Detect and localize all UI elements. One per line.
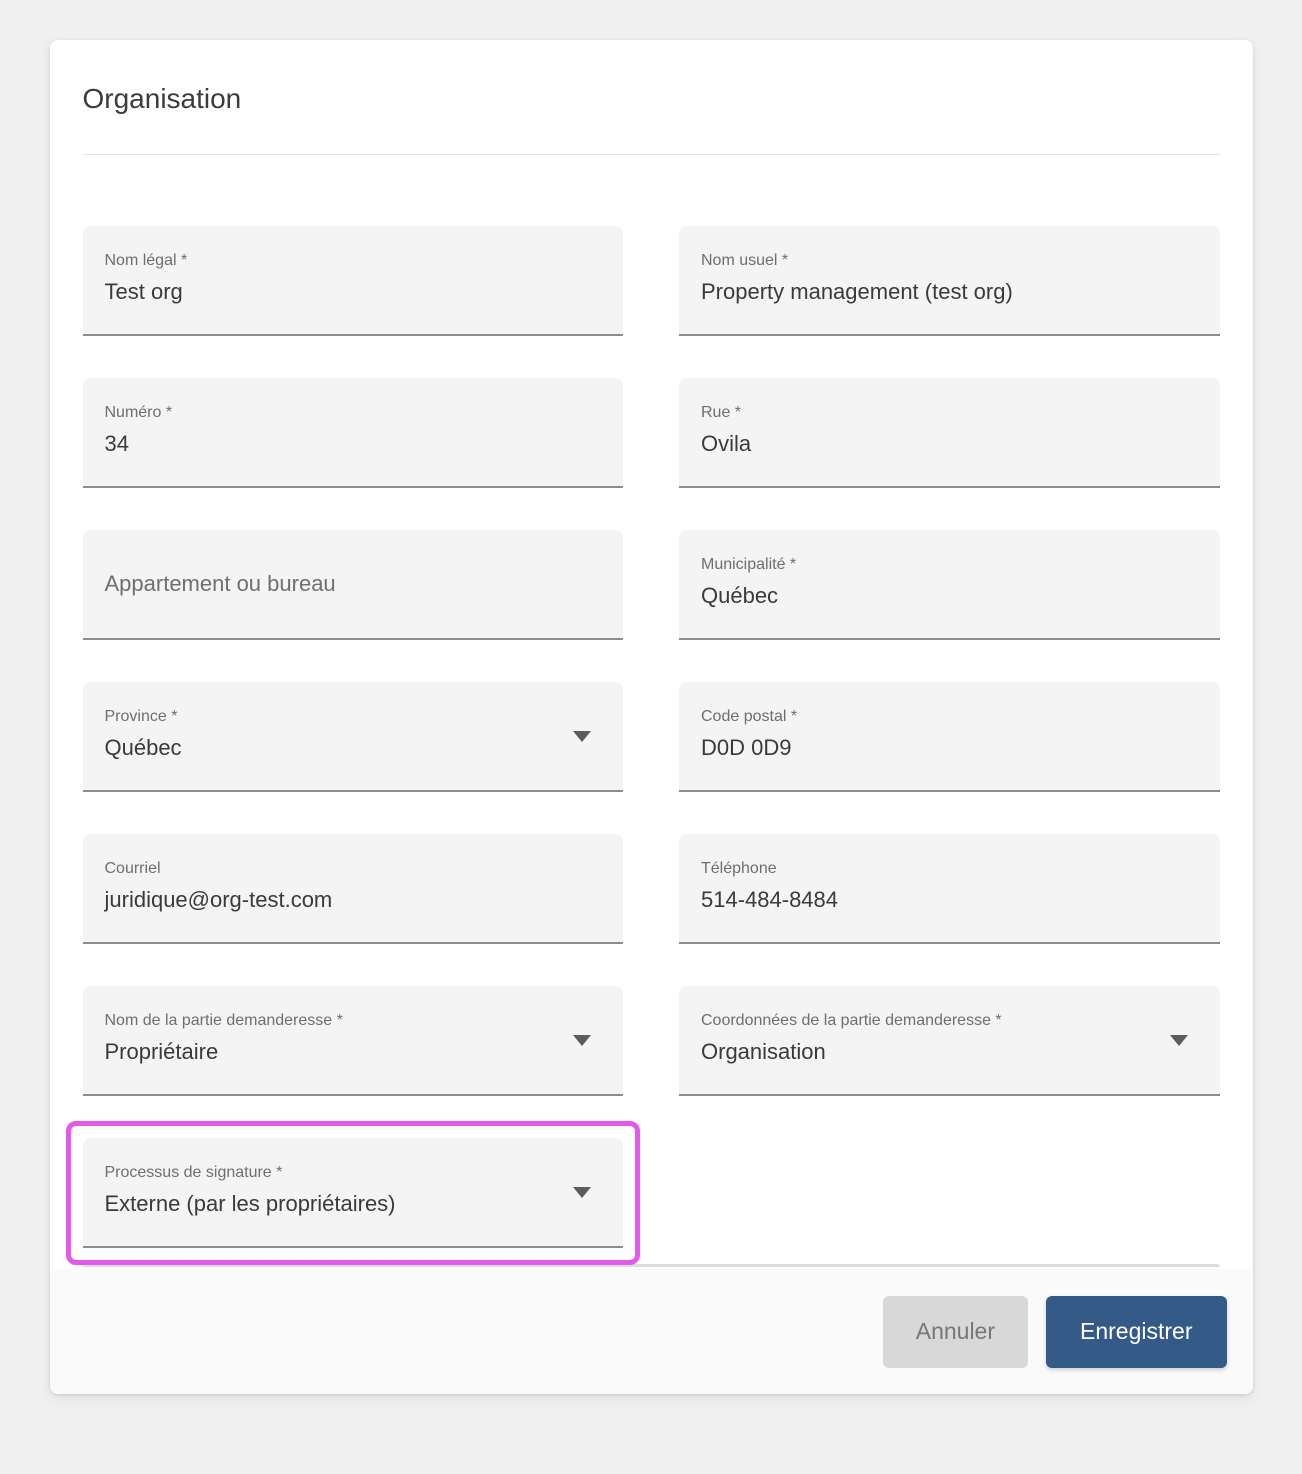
field-label: Téléphone (701, 860, 777, 877)
cancel-button[interactable]: Annuler (883, 1296, 1028, 1368)
save-button[interactable]: Enregistrer (1046, 1296, 1226, 1368)
field-value: Québec (104, 735, 182, 760)
field-label: Municipalité * (701, 556, 797, 573)
field-numero[interactable] (83, 378, 624, 488)
field-label: Numéro * (104, 404, 173, 421)
field-label: Nom de la partie demanderesse * (104, 1012, 343, 1029)
field-value: 34 (104, 431, 129, 456)
organisation-card (50, 40, 1253, 1394)
field-coordonnees-partie-demanderesse[interactable] (679, 986, 1220, 1096)
title-divider (83, 154, 1220, 155)
field-label: Courriel (104, 860, 161, 877)
field-code-postal[interactable] (679, 682, 1220, 792)
field-nom-partie-demanderesse[interactable] (83, 986, 624, 1096)
field-placeholder: Appartement ou bureau (104, 571, 336, 596)
field-value: juridique@org-test.com (104, 887, 333, 912)
field-municipalite[interactable] (679, 530, 1220, 640)
highlight-box (66, 1121, 641, 1265)
page-title: Organisation (82, 83, 242, 114)
field-label: Nom usuel * (701, 252, 789, 269)
field-processus-signature[interactable] (83, 1138, 624, 1248)
field-label: Province * (104, 708, 178, 725)
field-label: Coordonnées de la partie demanderesse * (701, 1012, 1002, 1029)
field-province[interactable] (83, 682, 624, 792)
field-value: Externe (par les propriétaires) (104, 1191, 396, 1216)
field-value: Property management (test org) (701, 279, 1013, 304)
field-nom-usuel[interactable] (679, 226, 1220, 336)
chevron-down-icon (1170, 1035, 1188, 1046)
field-courriel[interactable] (83, 834, 624, 944)
field-value: Test org (104, 279, 183, 304)
form-footer (50, 1269, 1253, 1394)
field-value: D0D 0D9 (701, 735, 792, 760)
field-value: Ovila (701, 431, 752, 456)
field-label: Code postal * (701, 708, 798, 725)
field-nom-legal[interactable] (83, 226, 624, 336)
field-label: Processus de signature * (104, 1164, 283, 1181)
chevron-down-icon (573, 1035, 591, 1046)
field-telephone[interactable] (679, 834, 1220, 944)
field-appartement-ou-bureau[interactable] (83, 530, 624, 640)
field-value: Québec (701, 583, 779, 608)
field-value: 514-484-8484 (701, 887, 839, 912)
field-rue[interactable] (679, 378, 1220, 488)
field-label: Rue * (701, 404, 742, 421)
field-value: Organisation (701, 1039, 826, 1064)
chevron-down-icon (573, 731, 591, 742)
field-value: Propriétaire (104, 1039, 219, 1064)
card-header (50, 40, 1253, 116)
field-label: Nom légal * (104, 252, 188, 269)
chevron-down-icon (573, 1187, 591, 1198)
form-grid (83, 226, 1220, 1248)
card-body (50, 226, 1253, 1267)
